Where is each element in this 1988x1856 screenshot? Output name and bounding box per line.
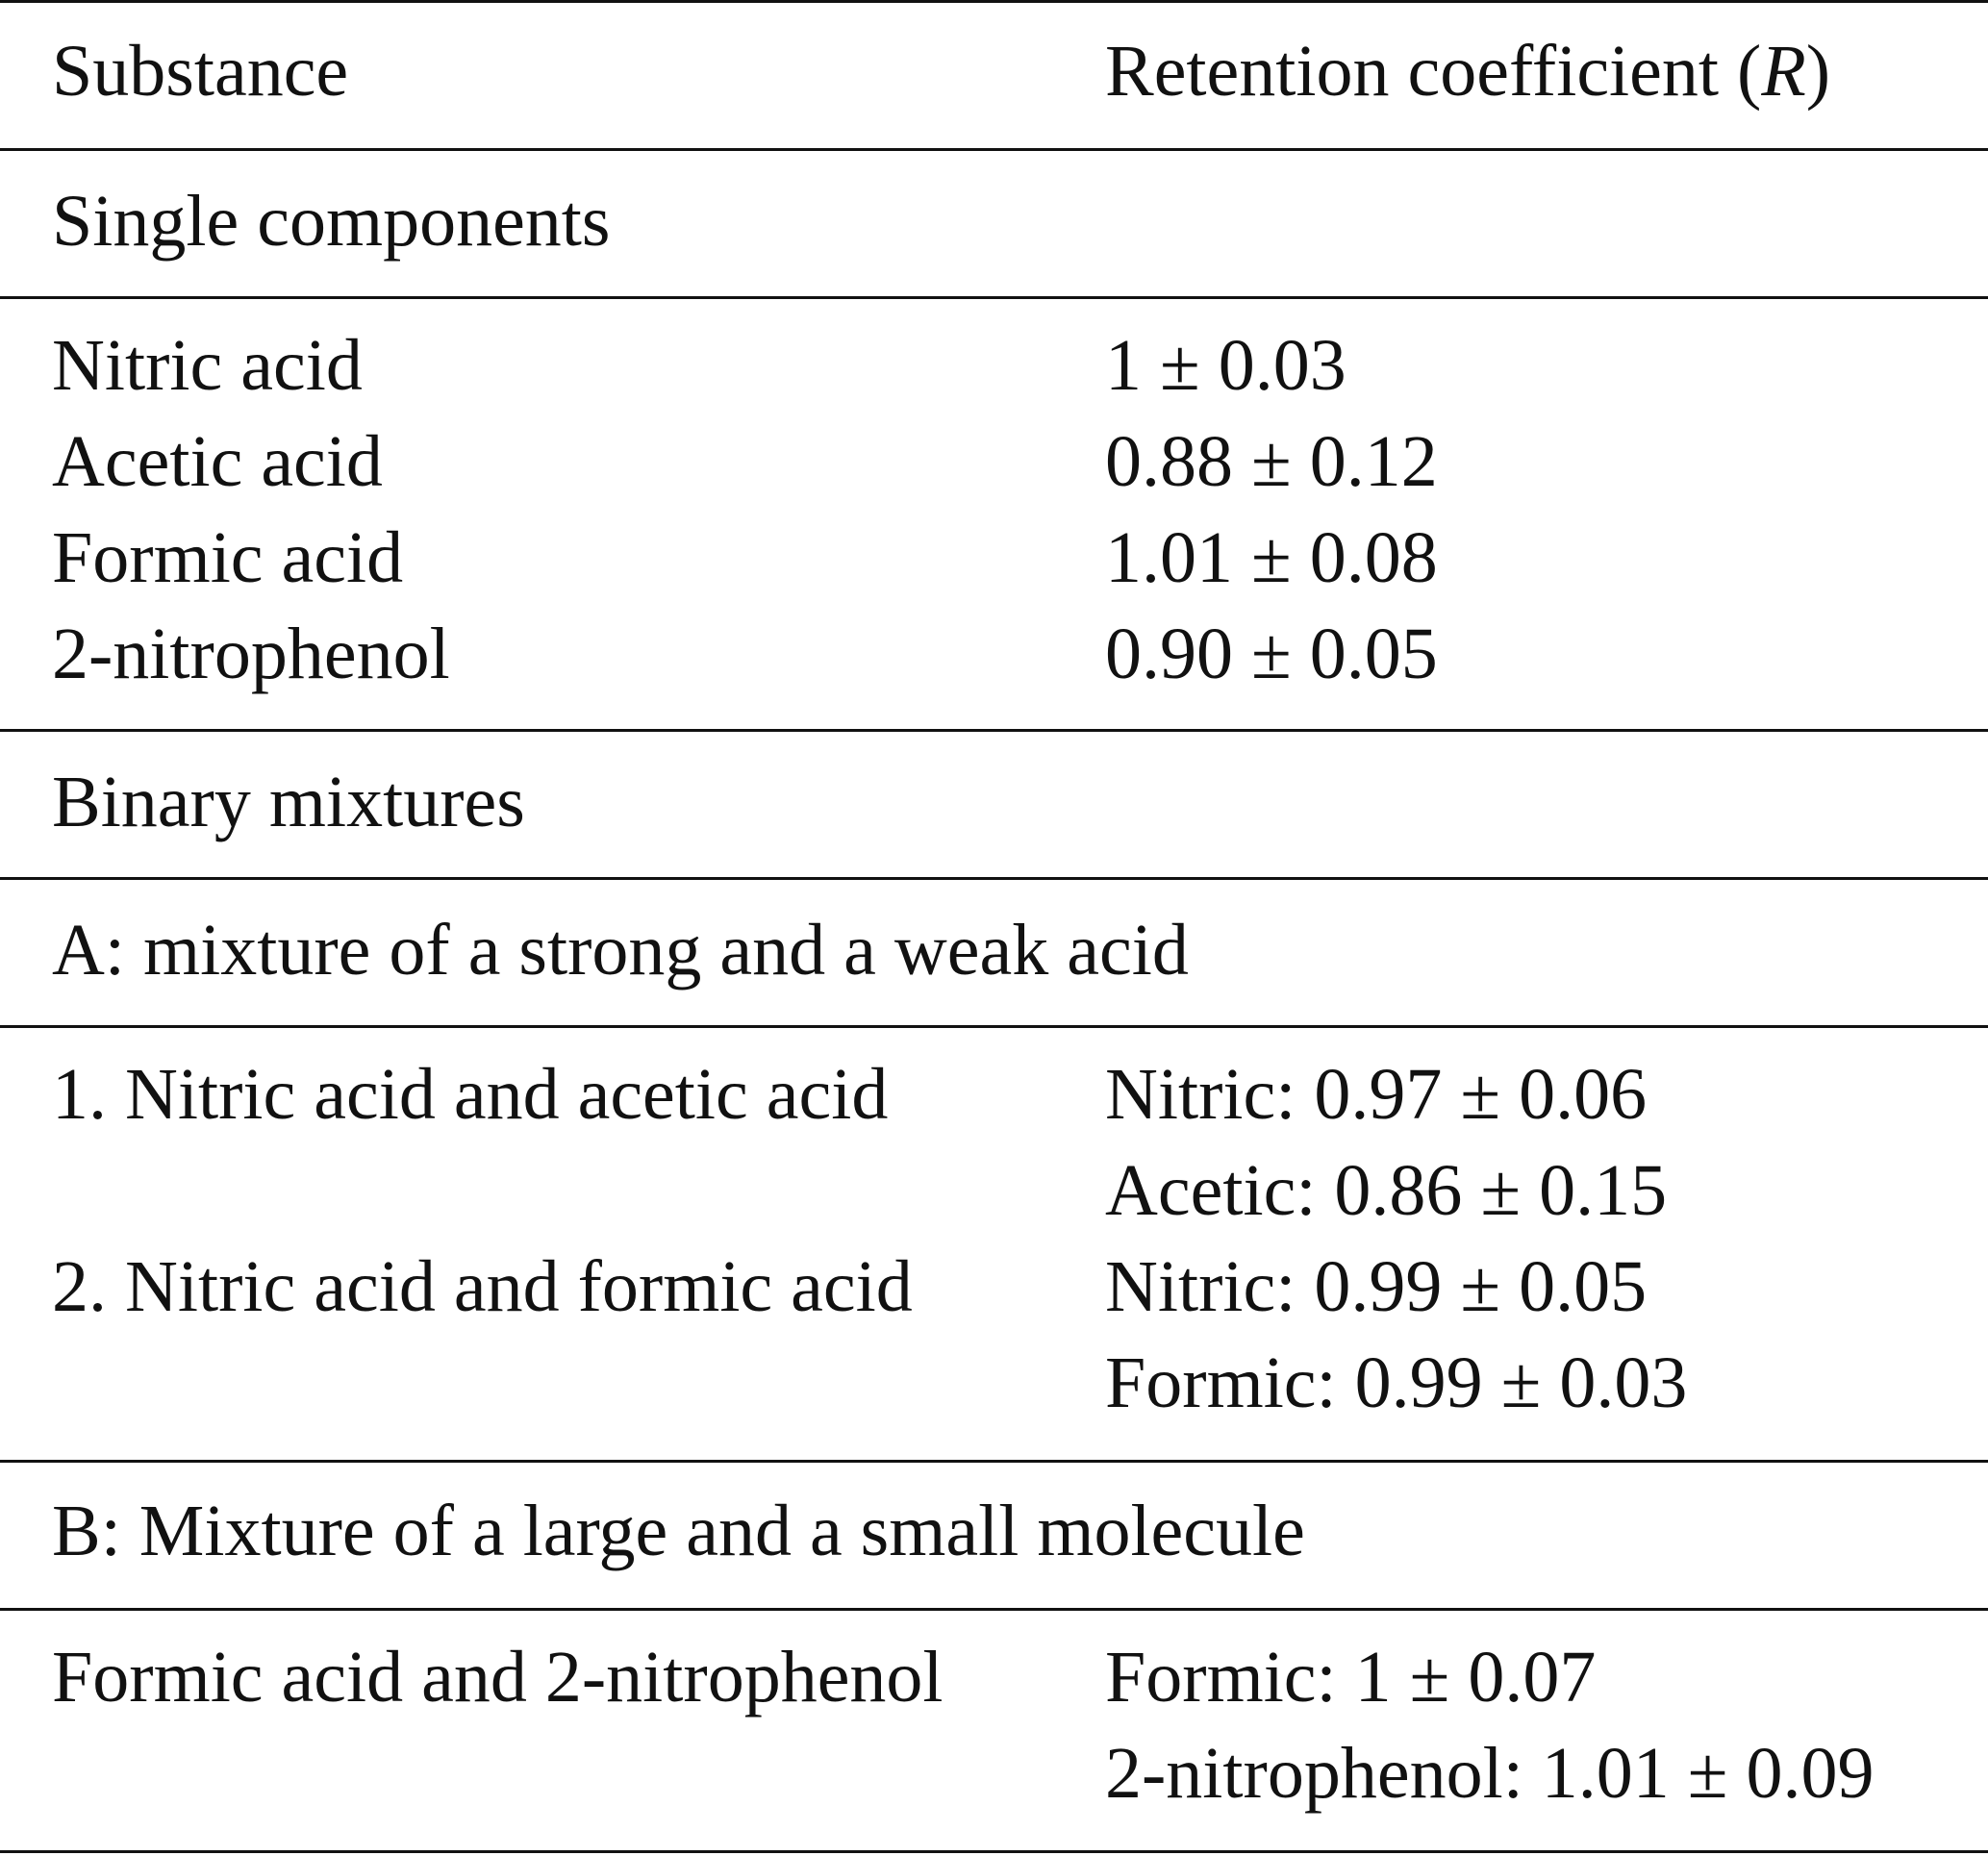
header-rule [0, 148, 1988, 151]
table-row-value: Nitric: 0.99 ± 0.05 [1105, 1246, 1648, 1327]
table-row-substance: 2. Nitric acid and formic acid [52, 1246, 913, 1327]
bottom-rule [0, 1850, 1988, 1853]
section-title-group-a: A: mixture of a strong and a weak acid [52, 910, 1189, 991]
table-row-substance: 2-nitrophenol [52, 614, 450, 694]
table-row-substance: Formic acid [52, 517, 404, 598]
table-row-value: 0.88 ± 0.12 [1105, 421, 1438, 502]
section-rule [0, 729, 1988, 732]
section-rule [0, 296, 1988, 299]
table-row-substance: 1. Nitric acid and acetic acid [52, 1054, 889, 1135]
table-row-value: 2-nitrophenol: 1.01 ± 0.09 [1105, 1733, 1875, 1814]
section-rule [0, 1025, 1988, 1028]
section-title-single: Single components [52, 181, 611, 262]
top-rule [0, 0, 1988, 3]
header-substance: Substance [52, 31, 349, 112]
header-retention-coefficient: Retention coefficient (R) [1105, 31, 1831, 112]
table-row-value: 1.01 ± 0.08 [1105, 517, 1438, 598]
section-rule [0, 877, 1988, 880]
table-row-value: 0.90 ± 0.05 [1105, 614, 1438, 694]
table-row-value: 1 ± 0.03 [1105, 325, 1346, 406]
table-row-value: Acetic: 0.86 ± 0.15 [1105, 1150, 1668, 1231]
section-rule [0, 1460, 1988, 1463]
table-row-value: Formic: 1 ± 0.07 [1105, 1637, 1597, 1718]
section-title-group-b: B: Mixture of a large and a small molecule [52, 1491, 1305, 1571]
table-row-substance: Nitric acid [52, 325, 363, 406]
section-title-binary: Binary mixtures [52, 762, 525, 842]
table-row-substance: Acetic acid [52, 421, 383, 502]
table-row-substance: Formic acid and 2-nitrophenol [52, 1637, 944, 1718]
section-rule [0, 1608, 1988, 1611]
table-row-value: Formic: 0.99 ± 0.03 [1105, 1342, 1688, 1423]
table-row-value: Nitric: 0.97 ± 0.06 [1105, 1054, 1648, 1135]
